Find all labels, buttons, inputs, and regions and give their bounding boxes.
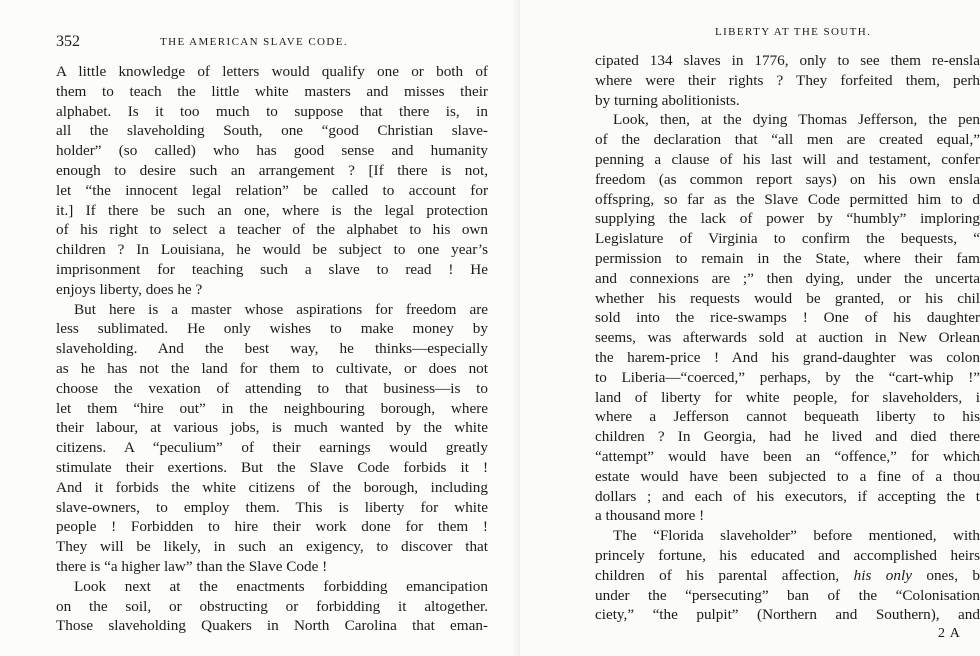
text-line: where were their rights ? They forfeited them, perh bbox=[595, 71, 980, 89]
text-line: And it forbids the white citizens of the borough, including bbox=[56, 478, 488, 496]
left-page-text bbox=[56, 62, 488, 636]
text-line: alphabet. Is it too much to suppose that there is, in bbox=[56, 102, 488, 120]
text-line: under the “persecuting” ban of the “Colonisation bbox=[595, 586, 980, 604]
text-line: the harem-price ! And his grand-daughter was colon bbox=[595, 348, 980, 366]
text-line: But here is a master whose aspirations for freedom are bbox=[74, 300, 488, 318]
text-line: They will be likely, in such an exigency, to discover that bbox=[56, 538, 488, 556]
text-line: freedom (as common report says) on his own ensla bbox=[595, 170, 980, 188]
text-line: a thousand more ! bbox=[595, 507, 705, 525]
text-line: stimulate their exertions. But the Slave Code forbids it ! bbox=[56, 458, 488, 476]
text-line: to Liberia—“coerced,” perhaps, by the “cart-whip !” bbox=[595, 368, 980, 386]
text-line: children of his parental affection, his only ones, b bbox=[595, 566, 980, 584]
text-line: children ? In Georgia, had he lived and died there bbox=[595, 428, 980, 446]
signature-mark: 2 A bbox=[938, 626, 961, 641]
text-line: cipated 134 slaves in 1776, only to see them re-ensla bbox=[595, 52, 980, 69]
text-line: choose the vexation of attending to that business—is to bbox=[56, 379, 488, 397]
text-line: Those slaveholding Quakers in North Carolina that eman- bbox=[56, 617, 488, 635]
text-line: it.] If there be such an one, where is the legal protection bbox=[56, 201, 488, 219]
page-number: 352 bbox=[56, 33, 80, 50]
text-line: and connexions are ;” then dying, under the uncerta bbox=[595, 269, 980, 287]
text-line: by turning abolitionists. bbox=[595, 91, 740, 109]
text-line: A little knowledge of letters would qualify one or both of bbox=[56, 63, 488, 80]
right-page-text bbox=[595, 51, 980, 625]
text-line: The “Florida slaveholder” before mentioned, with bbox=[613, 527, 980, 545]
text-line: all the slaveholding South, one “good Christian slave- bbox=[56, 122, 488, 140]
running-head-left: THE AMERICAN SLAVE CODE. bbox=[160, 36, 349, 48]
text-line: imprisonment for teaching such a slave to read ! He bbox=[56, 260, 488, 278]
text-line: enough to desire such an arrangement ? [If there is not, bbox=[56, 161, 488, 179]
text-line: Look, then, at the dying Thomas Jefferson, the pen bbox=[613, 111, 980, 129]
text-line: seems, was afterwards sold at auction in New Orlean bbox=[595, 329, 980, 347]
text-line: penning a clause of his last will and testament, confer bbox=[595, 150, 980, 168]
text-line: enjoys liberty, does he ? bbox=[56, 280, 203, 298]
text-line: on the soil, or obstructing or forbidding it altogether. bbox=[56, 597, 488, 615]
text-line: estate would have been subjected to a fine of a thou bbox=[595, 467, 980, 485]
text-line: supplying the lack of power by “humbly” imploring bbox=[595, 210, 980, 228]
text-line: where a Jefferson cannot bequeath liberty to his bbox=[595, 408, 980, 426]
italic-emphasis: his only bbox=[853, 566, 912, 584]
text-line: children ? In Louisiana, he would be subject to one year’s bbox=[56, 241, 488, 259]
text-line: less sublimated. He only wishes to make money by bbox=[56, 320, 488, 338]
text-line: as he has not the land for them to cultivate, or does not bbox=[56, 359, 488, 377]
text-line: holder” (so called) who has good sense and humanity bbox=[56, 142, 488, 160]
text-line: ciety,” “the pulpit” (Northern and Southern), and bbox=[595, 606, 980, 624]
text-line: permission to remain in the State, where their fam bbox=[595, 249, 980, 267]
text-line: sold into the rice-swamps ! One of his daughter bbox=[595, 309, 980, 327]
text-line: dollars ; and each of his executors, if accepting the t bbox=[595, 487, 980, 505]
text-line: of the declaration that “all men are created equal,” bbox=[595, 131, 980, 149]
text-line: “attempt” would have been an “offence,” for which bbox=[595, 447, 980, 465]
text-line: there is “a higher law” than the Slave Code ! bbox=[56, 557, 328, 575]
text-line: citizens. A “peculium” of their earnings would greatly bbox=[56, 439, 488, 457]
text-line: slave-owners, to employ them. This is liberty for white bbox=[56, 498, 488, 516]
text-line: let “the innocent legal relation” be called to account for bbox=[56, 181, 488, 199]
text-line: them to teach the little white masters and misses their bbox=[56, 82, 488, 100]
text-line: of his right to select a teacher of the alphabet to his own bbox=[56, 221, 488, 239]
text-line: Look next at the enactments forbidding emancipation bbox=[74, 577, 488, 595]
text-line: let them “hire out” in the neighbouring borough, where bbox=[56, 399, 488, 417]
text-line: Legislature of Virginia to confirm the bequests, “ bbox=[595, 230, 980, 248]
text-line: whether his requests would be granted, or his chil bbox=[595, 289, 980, 307]
text-line: people ! Forbidden to hire their work done for them ! bbox=[56, 518, 488, 536]
text-line: land of liberty for white people, for slaveholders, i bbox=[595, 388, 980, 406]
running-head-right: LIBERTY AT THE SOUTH. bbox=[715, 26, 872, 38]
text-line: slaveholding. And the best way, he thinks—especially bbox=[56, 340, 488, 358]
text-line: their labour, at various jobs, is much wanted by the white bbox=[56, 419, 488, 437]
right-page bbox=[520, 0, 980, 656]
text-line: offspring, so far as the Slave Code permitted him to d bbox=[595, 190, 980, 208]
text-line: princely fortune, his educated and accomplished heirs bbox=[595, 546, 980, 564]
